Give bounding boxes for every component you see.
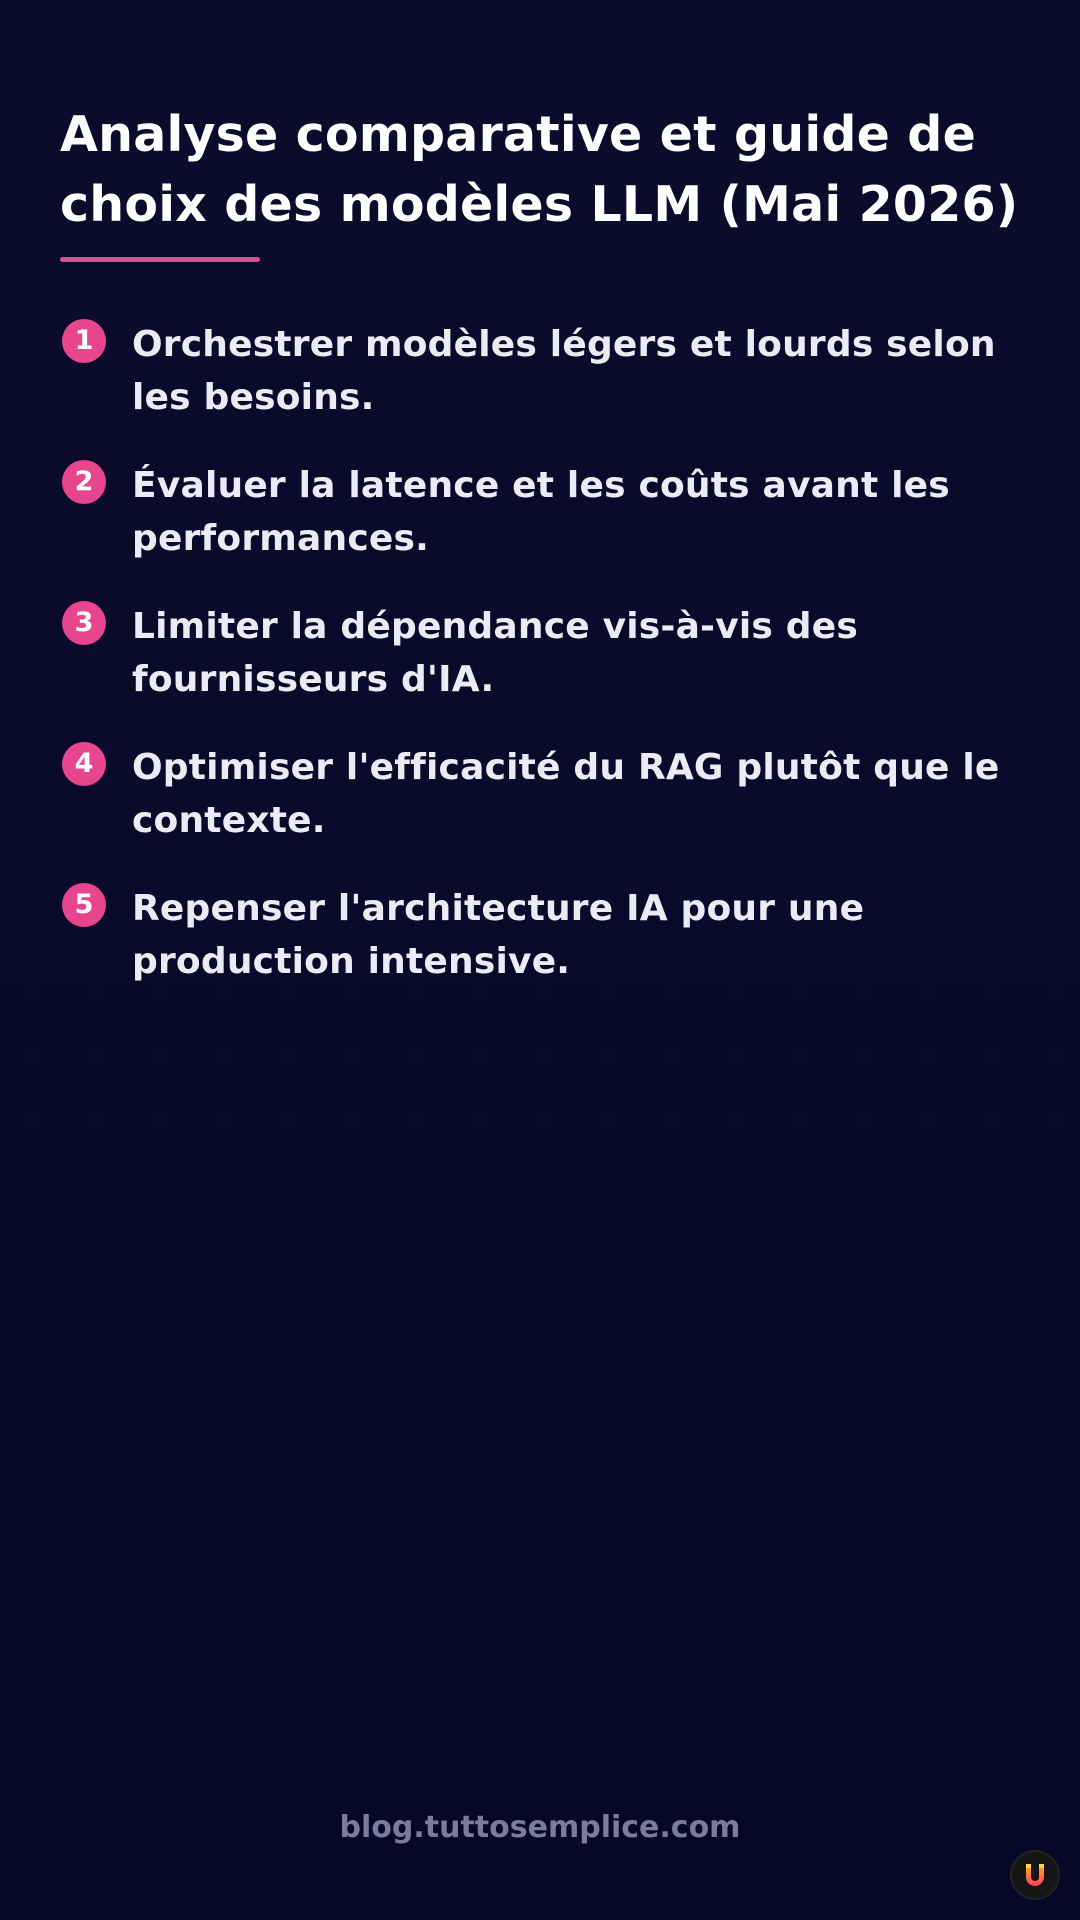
step-text: Limiter la dépendance vis-à-vis des fournisseurs d'IA. <box>132 606 858 700</box>
step-text: Optimiser l'efficacité du RAG plutôt que le contexte. <box>132 747 1000 841</box>
step-number-badge: 4 <box>62 742 106 786</box>
step-text: Évaluer la latence et les coûts avant les performances. <box>132 465 950 559</box>
footer-url: blog.tuttosemplice.com <box>339 1810 741 1845</box>
list-item <box>60 882 1020 1023</box>
title-underline <box>60 257 260 262</box>
step-number-badge: 5 <box>62 883 106 927</box>
step-text: Repenser l'architecture IA pour une production intensive. <box>132 888 865 982</box>
list-item <box>60 459 1020 600</box>
step-number-badge: 1 <box>62 319 106 363</box>
list-item <box>60 318 1020 459</box>
list-item <box>60 600 1020 741</box>
step-number-badge: 2 <box>62 460 106 504</box>
magnet-logo-icon[interactable] <box>1012 1852 1058 1898</box>
list-item <box>60 741 1020 882</box>
page-title: Analyse comparative et guide de choix des modèles LLM (Mai 2026) <box>60 106 1019 233</box>
step-text: Orchestrer modèles légers et lourds selon les besoins. <box>132 324 996 418</box>
steps-list <box>60 318 1020 1023</box>
step-number-badge: 3 <box>62 601 106 645</box>
